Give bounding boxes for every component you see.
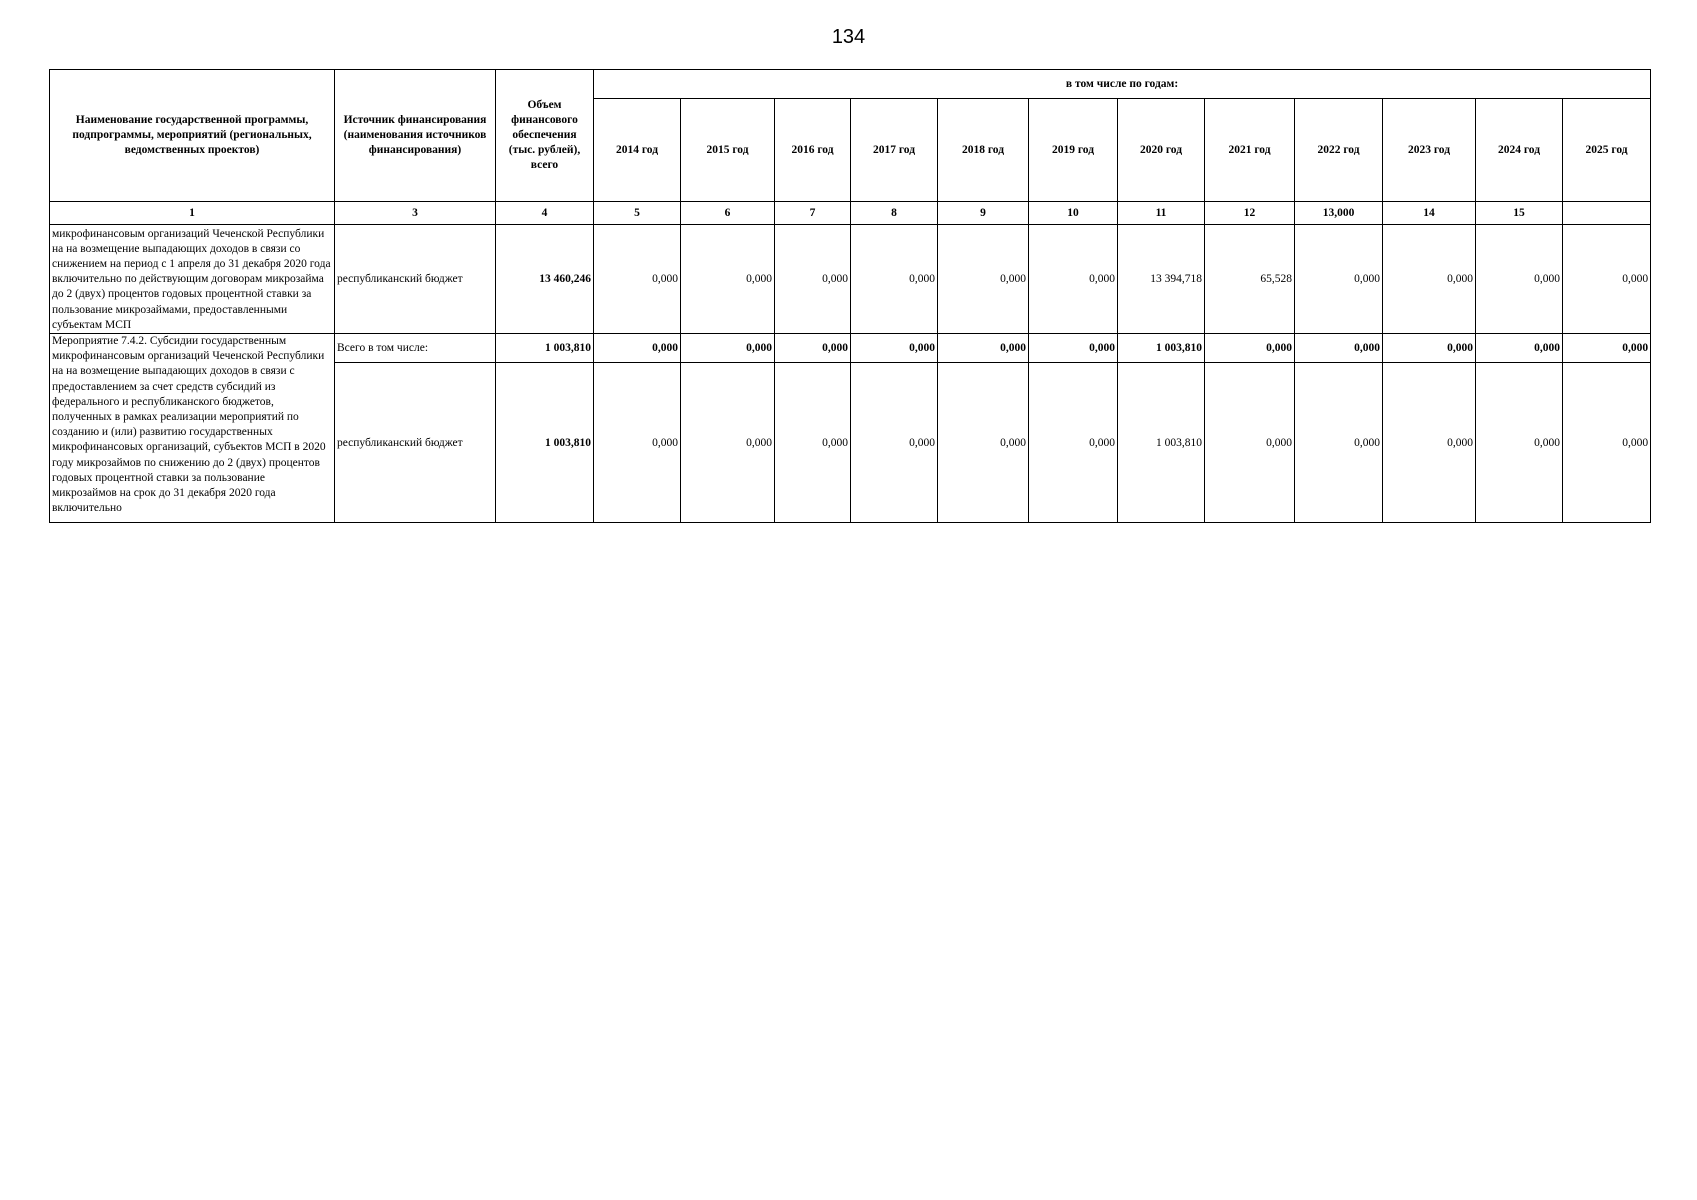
year-value: 0,000 [1295, 363, 1383, 523]
year-value: 0,000 [594, 225, 681, 334]
column-index: 3 [335, 202, 496, 225]
year-value: 0,000 [1563, 225, 1651, 334]
header-year: 2022 год [1295, 99, 1383, 202]
header-year: 2014 год [594, 99, 681, 202]
year-value: 0,000 [594, 363, 681, 523]
page-number: 134 [831, 26, 866, 48]
column-index: 5 [594, 202, 681, 225]
header-year: 2021 год [1205, 99, 1295, 202]
table-row [50, 334, 1651, 363]
year-value: 0,000 [1295, 225, 1383, 334]
header-volume: Объем финансового обеспечения (тыс. рублей), всего [496, 70, 594, 202]
year-value: 13 394,718 [1118, 225, 1205, 334]
header-year: 2018 год [938, 99, 1029, 202]
header-year: 2019 год [1029, 99, 1118, 202]
activity-name: Мероприятие 7.4.2. Субсидии государственным микрофинансовым организаций Чеченской Республики на на возмещение выпадающих доходов в связи с предоставлением за счет средств субсидий из федерального и республиканского бюджетов, полученных в рамках реализации мероприятий по созданию и (или) развитию государственных микрофинансовых организаций, субъектов МСП в 2020 году микрозаймов по снижению до 2 (двух) процентов годовых процентной ставки за пользование микрозаймов на срок до 31 декабря 2020 года включительно [50, 334, 335, 523]
column-index: 9 [938, 202, 1029, 225]
header-by-years: в том числе по годам: [594, 70, 1651, 99]
year-value: 0,000 [681, 363, 775, 523]
column-index: 6 [681, 202, 775, 225]
year-value: 1 003,810 [1118, 363, 1205, 523]
year-value: 0,000 [681, 334, 775, 363]
header-year: 2024 год [1476, 99, 1563, 202]
column-index-row [50, 202, 1651, 225]
year-value: 0,000 [1383, 363, 1476, 523]
column-index: 4 [496, 202, 594, 225]
year-value: 0,000 [1295, 334, 1383, 363]
activity-name: микрофинансовым организаций Чеченской Республики на на возмещение выпадающих доходов в связи со снижением на период с 1 апреля до 31 декабря 2020 года включительно по действующим договорам микрозайма до 2 (двух) процентов годовых процентной ставки за пользование микрозаймами, предоставленными субъектам МСП [52, 227, 331, 331]
column-index: 12 [1205, 202, 1295, 225]
year-value: 0,000 [938, 363, 1029, 523]
year-value: 0,000 [1383, 334, 1476, 363]
year-value: 0,000 [851, 363, 938, 523]
column-index: 15 [1476, 202, 1563, 225]
year-value: 0,000 [1029, 363, 1118, 523]
total-volume: 1 003,810 [496, 363, 594, 523]
header-year: 2017 год [851, 99, 938, 202]
year-value: 0,000 [1476, 334, 1563, 363]
year-value: 0,000 [938, 225, 1029, 334]
year-value: 0,000 [1476, 225, 1563, 334]
year-value: 0,000 [1029, 225, 1118, 334]
year-value: 0,000 [681, 225, 775, 334]
activity-name-cell [50, 225, 335, 334]
year-value: 0,000 [1476, 363, 1563, 523]
budget-table [49, 69, 1651, 523]
header-year: 2016 год [775, 99, 851, 202]
header-year: 2023 год [1383, 99, 1476, 202]
year-value: 65,528 [1205, 225, 1295, 334]
year-value: 0,000 [851, 334, 938, 363]
year-value: 0,000 [1383, 225, 1476, 334]
year-value: 0,000 [938, 334, 1029, 363]
column-index: 1 [50, 202, 335, 225]
year-value: 0,000 [851, 225, 938, 334]
header-name: Наименование государственной программы, подпрограммы, мероприятий (региональных, ведомственных проектов) [50, 70, 335, 202]
funding-source: Всего в том числе: [335, 334, 496, 363]
funding-source: республиканский бюджет [335, 363, 496, 523]
year-value: 0,000 [775, 334, 851, 363]
total-volume: 1 003,810 [496, 334, 594, 363]
header-year: 2025 год [1563, 99, 1651, 202]
column-index: 13,000 [1295, 202, 1383, 225]
year-value: 0,000 [1205, 363, 1295, 523]
year-value: 0,000 [1205, 334, 1295, 363]
column-index: 7 [775, 202, 851, 225]
column-index [1563, 202, 1651, 225]
header-source: Источник финансирования (наименования источников финансирования) [335, 70, 496, 202]
year-value: 0,000 [1563, 363, 1651, 523]
column-index: 8 [851, 202, 938, 225]
column-index: 11 [1118, 202, 1205, 225]
year-value: 0,000 [775, 363, 851, 523]
year-value: 0,000 [594, 334, 681, 363]
year-value: 0,000 [1563, 334, 1651, 363]
column-index: 14 [1383, 202, 1476, 225]
year-value: 0,000 [1029, 334, 1118, 363]
header-year: 2020 год [1118, 99, 1205, 202]
column-index: 10 [1029, 202, 1118, 225]
year-value: 1 003,810 [1118, 334, 1205, 363]
header-row-1 [50, 70, 1651, 99]
header-year: 2015 год [681, 99, 775, 202]
year-value: 0,000 [775, 225, 851, 334]
total-volume: 13 460,246 [496, 225, 594, 334]
table-row [50, 225, 1651, 334]
funding-source: республиканский бюджет [335, 225, 496, 334]
